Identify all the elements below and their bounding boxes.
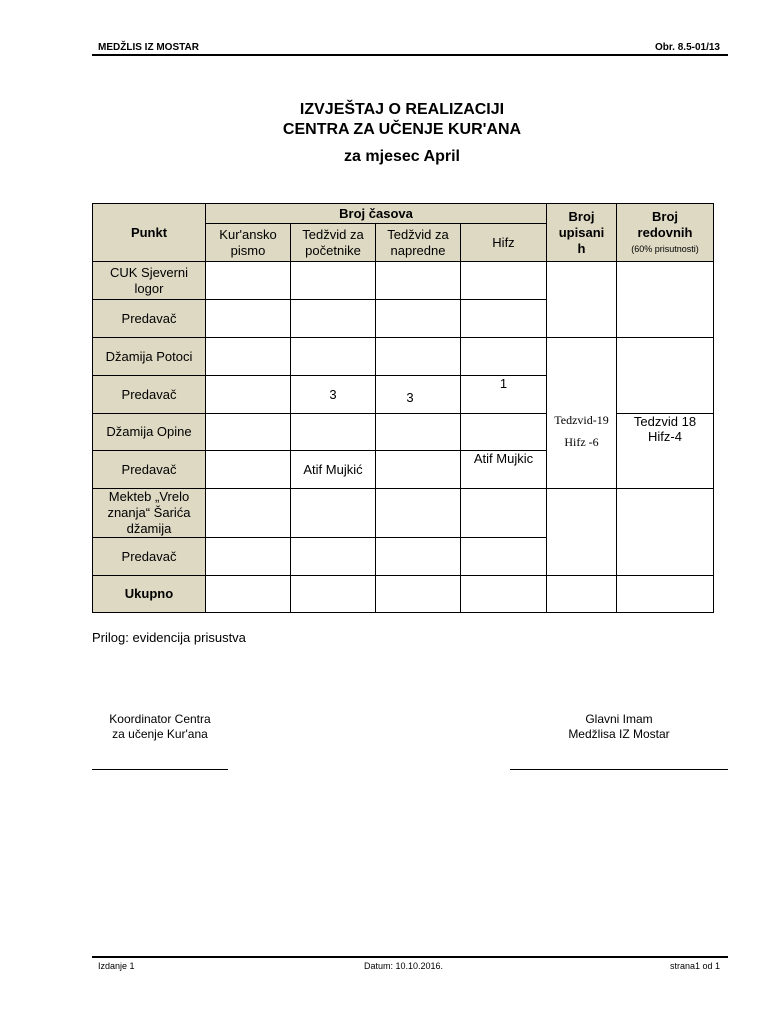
row-label-predavac: Predavač [93, 300, 206, 338]
table-cell [206, 451, 291, 489]
table-cell: 1 [461, 376, 547, 414]
row-label-potoci: Džamija Potoci [93, 338, 206, 376]
table-row [93, 414, 714, 451]
footer-date: Datum: 10.10.2016. [364, 961, 444, 971]
row-label-ukupno: Ukupno [93, 576, 206, 613]
row-label-predavac: Predavač [93, 376, 206, 414]
table-cell [617, 489, 714, 576]
table-cell [206, 376, 291, 414]
table-cell [376, 538, 461, 576]
upisanih-tedzvid: Tedzvid-19 [554, 413, 609, 427]
signature-line-left [92, 769, 228, 770]
page-title [92, 100, 712, 167]
table-cell [291, 576, 376, 613]
table-cell [461, 576, 547, 613]
table-cell [291, 538, 376, 576]
table-cell [461, 414, 547, 451]
row-label-cuk: CUK Sjeverni logor [93, 262, 206, 300]
page-footer [92, 956, 728, 974]
table-cell [206, 576, 291, 613]
attachment-note: Prilog: evidencija prisustva [92, 630, 246, 645]
col-header-hifz: Hifz [461, 224, 547, 262]
table-cell [206, 300, 291, 338]
table-cell [461, 489, 547, 538]
signature-line-right [510, 769, 728, 770]
table-cell [461, 338, 547, 376]
table-cell [547, 576, 617, 613]
table-cell [547, 489, 617, 576]
upisanih-cell [547, 338, 617, 489]
redovnih-hifz: Hifz-4 [648, 429, 682, 444]
table-row [93, 262, 714, 300]
org-name: MEDŽLIS IZ MOSTAR [98, 42, 199, 53]
table-cell [206, 538, 291, 576]
row-label-predavac: Predavač [93, 451, 206, 489]
col-header-broj-upisanih: Broj upisani h [547, 204, 617, 262]
page-header [92, 40, 728, 56]
table-cell [376, 262, 461, 300]
table-cell [547, 262, 617, 338]
table-cell [291, 262, 376, 300]
table-cell [206, 262, 291, 300]
table-cell [376, 451, 461, 489]
table-cell [206, 489, 291, 538]
table-cell [291, 300, 376, 338]
table-row [93, 489, 714, 538]
form-code: Obr. 8.5-01/13 [654, 42, 720, 53]
table-cell [376, 489, 461, 538]
table-cell: 3 [291, 376, 376, 414]
row-label-mekteb: Mekteb „Vrelo znanja“ Šarića džamija [93, 489, 206, 538]
table-cell [461, 262, 547, 300]
table-cell [617, 262, 714, 338]
table-cell [376, 576, 461, 613]
table-cell: Atif Mujkic [461, 451, 547, 489]
upisanih-hifz: Hifz -6 [564, 435, 599, 449]
title-line-1: IZVJEŠTAJ O REALIZACIJI [299, 101, 505, 118]
col-header-tedzvid-pocetnike: Tedžvid za početnike [291, 224, 376, 262]
table-row [93, 338, 714, 376]
table-cell: Atif Mujkić [291, 451, 376, 489]
report-table [92, 203, 714, 613]
col-header-broj-redovnih: Broj redovnih (60% prisutnosti) [617, 204, 714, 262]
table-cell [617, 338, 714, 414]
signature-left: Koordinator Centra za učenje Kur'ana [109, 712, 211, 741]
redovnih-tedzvid: Tedzvid 18 [633, 414, 697, 429]
table-cell [291, 489, 376, 538]
col-header-tedzvid-napredne: Tedžvid za napredne [376, 224, 461, 262]
table-header-row [93, 204, 714, 224]
footer-page: strana1 od 1 [669, 961, 720, 971]
table-cell [291, 338, 376, 376]
col-header-kuransko: Kur'ansko pismo [206, 224, 291, 262]
table-cell [291, 414, 376, 451]
table-cell [376, 300, 461, 338]
table-cell [376, 338, 461, 376]
redovnih-cell [617, 414, 714, 489]
row-label-opine: Džamija Opine [93, 414, 206, 451]
footer-edition: Izdanje 1 [98, 961, 135, 971]
title-month: za mjesec April [344, 148, 460, 165]
table-cell [617, 576, 714, 613]
table-cell: 3 [376, 376, 461, 414]
table-row [93, 576, 714, 613]
title-line-2: CENTRA ZA UČENJE KUR'ANA [282, 121, 522, 138]
table-cell [461, 300, 547, 338]
table-cell [206, 414, 291, 451]
table-cell [376, 414, 461, 451]
table-cell [206, 338, 291, 376]
table-cell [461, 538, 547, 576]
signature-right: Glavni Imam Medžlisa IZ Mostar [568, 712, 670, 741]
row-label-predavac: Predavač [93, 538, 206, 576]
col-header-broj-casova: Broj časova [206, 204, 547, 224]
col-header-punkt: Punkt [93, 204, 206, 262]
